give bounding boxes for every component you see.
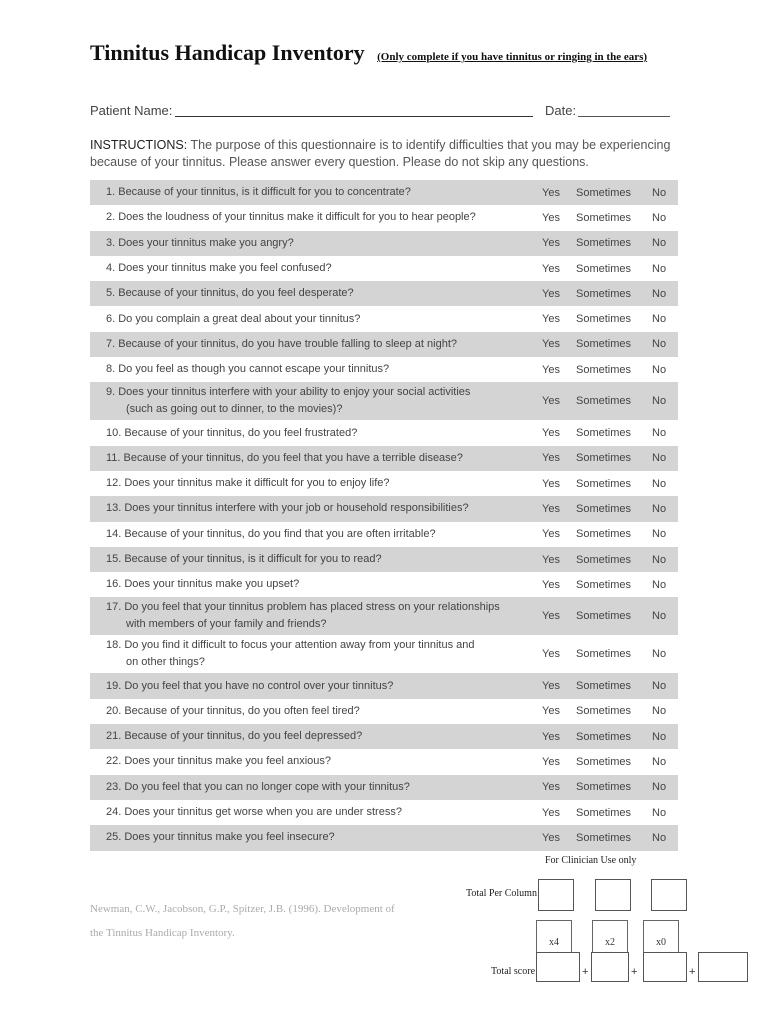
question-line: 21. Because of your tinnitus, do you feel depressed? bbox=[106, 730, 363, 743]
yes-option[interactable]: Yes bbox=[542, 502, 560, 515]
question-line: 10. Because of your tinnitus, do you feel frustrated? bbox=[106, 426, 358, 439]
form-title-note: (Only complete if you have tinnitus or ringing in the ears) bbox=[377, 51, 648, 63]
question-line: on other things? bbox=[126, 656, 205, 669]
question-text bbox=[106, 332, 536, 357]
question-line: 13. Does your tinnitus interfere with your job or household responsibilities? bbox=[106, 502, 469, 515]
sometimes-option[interactable]: Sometimes bbox=[576, 262, 632, 275]
no-option[interactable]: No bbox=[652, 477, 667, 490]
total-per-column-label: Total Per Column bbox=[466, 888, 537, 899]
yes-option[interactable]: Yes bbox=[542, 186, 560, 199]
no-option[interactable]: No bbox=[652, 287, 667, 300]
yes-option[interactable]: Yes bbox=[542, 705, 560, 718]
no-option[interactable]: No bbox=[652, 211, 667, 224]
question-text bbox=[106, 800, 536, 825]
yes-score-box[interactable] bbox=[536, 952, 580, 982]
no-option[interactable]: No bbox=[652, 831, 667, 844]
multiplier-x4: x4 bbox=[536, 920, 572, 952]
question-text bbox=[106, 382, 536, 420]
question-text bbox=[106, 699, 536, 724]
question-line: 15. Because of your tinnitus, is it difficult for you to read? bbox=[106, 553, 382, 565]
question-text bbox=[106, 547, 536, 572]
yes-option[interactable]: Yes bbox=[542, 427, 560, 440]
sometimes-option[interactable]: Sometimes bbox=[576, 781, 632, 794]
no-option[interactable]: No bbox=[652, 648, 667, 661]
question-line: 16. Does your tinnitus make you upset? bbox=[106, 578, 300, 591]
sometimes-option[interactable]: Sometimes bbox=[576, 186, 632, 199]
sometimes-option[interactable]: Sometimes bbox=[576, 477, 632, 490]
question-row bbox=[90, 572, 678, 597]
citation-line-1: Newman, C.W., Jacobson, G.P., Spitzer, J.B. (1996). Development of bbox=[90, 903, 395, 915]
multiplier-x0: x0 bbox=[643, 920, 679, 952]
no-total-box[interactable] bbox=[651, 879, 687, 911]
question-line: 23. Do you feel that you can no longer cope with your tinnitus? bbox=[106, 780, 410, 793]
question-row bbox=[90, 180, 678, 205]
question-line: 5. Because of your tinnitus, do you feel desperate? bbox=[106, 287, 354, 300]
question-row bbox=[90, 205, 678, 230]
form-title: Tinnitus Handicap Inventory bbox=[90, 40, 365, 65]
question-text bbox=[106, 749, 536, 774]
no-option[interactable]: No bbox=[652, 806, 667, 819]
question-text bbox=[106, 256, 536, 281]
yes-option[interactable]: Yes bbox=[542, 338, 560, 351]
yes-option[interactable]: Yes bbox=[542, 528, 560, 541]
no-score-box[interactable] bbox=[643, 952, 687, 982]
sometimes-option[interactable]: Sometimes bbox=[576, 648, 632, 661]
plus-sign-3: + bbox=[689, 966, 696, 978]
yes-option[interactable]: Yes bbox=[542, 553, 560, 566]
question-text bbox=[106, 471, 536, 496]
no-option[interactable]: No bbox=[652, 553, 667, 566]
question-line: 25. Does your tinnitus make you feel insecure? bbox=[106, 831, 335, 844]
total-score-box[interactable] bbox=[698, 952, 748, 982]
sometimes-total-box[interactable] bbox=[595, 879, 631, 911]
yes-option[interactable]: Yes bbox=[542, 262, 560, 275]
question-text bbox=[106, 281, 536, 306]
yes-option[interactable]: Yes bbox=[542, 578, 560, 591]
instructions-lead: INSTRUCTIONS: bbox=[90, 138, 188, 152]
no-option[interactable]: No bbox=[652, 578, 667, 591]
date-label: Date: bbox=[545, 103, 577, 118]
question-text bbox=[106, 357, 536, 382]
yes-option[interactable]: Yes bbox=[542, 287, 560, 300]
no-option[interactable]: No bbox=[652, 781, 667, 794]
sometimes-score-box[interactable] bbox=[591, 952, 629, 982]
question-line: 9. Does your tinnitus interfere with your ability to enjoy your social activities bbox=[106, 386, 471, 399]
question-line: 24. Does your tinnitus get worse when you are under stress? bbox=[106, 806, 402, 819]
no-option[interactable]: No bbox=[652, 502, 667, 515]
yes-option[interactable]: Yes bbox=[542, 755, 560, 768]
yes-option[interactable]: Yes bbox=[542, 211, 560, 224]
question-line: 14. Because of your tinnitus, do you find that you are often irritable? bbox=[106, 527, 436, 540]
question-text bbox=[106, 205, 536, 230]
multiplier-x2: x2 bbox=[592, 920, 628, 952]
question-row bbox=[90, 825, 678, 850]
yes-option[interactable]: Yes bbox=[542, 806, 560, 819]
question-row bbox=[90, 749, 678, 774]
question-line: 17. Do you feel that your tinnitus problem has placed stress on your relationships bbox=[106, 601, 500, 614]
yes-option[interactable]: Yes bbox=[542, 452, 560, 465]
no-option[interactable]: No bbox=[652, 705, 667, 718]
question-line: (such as going out to dinner, to the movies)? bbox=[126, 403, 343, 416]
sometimes-option[interactable]: Sometimes bbox=[576, 755, 632, 768]
clinician-use-label: For Clinician Use only bbox=[545, 855, 637, 866]
sometimes-option[interactable]: Sometimes bbox=[576, 578, 632, 591]
question-line: 8. Do you feel as though you cannot escape your tinnitus? bbox=[106, 363, 390, 376]
no-option[interactable]: No bbox=[652, 338, 667, 351]
date-field[interactable] bbox=[578, 116, 670, 117]
question-row bbox=[90, 357, 678, 382]
yes-option[interactable]: Yes bbox=[542, 781, 560, 794]
sometimes-option[interactable]: Sometimes bbox=[576, 287, 632, 300]
question-line: 6. Do you complain a great deal about your tinnitus? bbox=[106, 312, 361, 325]
yes-option[interactable]: Yes bbox=[542, 237, 560, 250]
question-text bbox=[106, 597, 536, 635]
question-line: 11. Because of your tinnitus, do you feel that you have a terrible disease? bbox=[106, 451, 463, 464]
no-option[interactable]: No bbox=[652, 755, 667, 768]
question-text bbox=[106, 635, 536, 673]
sometimes-option[interactable]: Sometimes bbox=[576, 528, 632, 541]
citation bbox=[90, 897, 450, 945]
yes-option[interactable]: Yes bbox=[542, 831, 560, 844]
question-line: 4. Does your tinnitus make you feel confused? bbox=[106, 262, 332, 275]
question-text bbox=[106, 522, 536, 547]
instructions-text: The purpose of this questionnaire is to identify difficulties that you may be experiencing because of your tinnitus. Please answer every question. Please do not skip any questions. bbox=[90, 138, 671, 169]
question-row bbox=[90, 231, 678, 256]
question-line: 1. Because of your tinnitus, is it difficult for you to concentrate? bbox=[106, 186, 411, 199]
question-text bbox=[106, 724, 536, 749]
question-line: 12. Does your tinnitus make it difficult for you to enjoy life? bbox=[106, 477, 390, 490]
sometimes-option[interactable]: Sometimes bbox=[576, 610, 632, 623]
question-row bbox=[90, 382, 678, 420]
question-line: 3. Does your tinnitus make you angry? bbox=[106, 236, 294, 249]
yes-option[interactable]: Yes bbox=[542, 477, 560, 490]
question-text bbox=[106, 180, 536, 205]
yes-option[interactable]: Yes bbox=[542, 610, 560, 623]
no-option[interactable]: No bbox=[652, 186, 667, 199]
citation-line-2: the Tinnitus Handicap Inventory. bbox=[90, 927, 235, 939]
patient-name-field[interactable] bbox=[175, 116, 533, 117]
yes-total-box[interactable] bbox=[538, 879, 574, 911]
question-row bbox=[90, 673, 678, 698]
question-row bbox=[90, 547, 678, 572]
yes-option[interactable]: Yes bbox=[542, 395, 560, 408]
sometimes-option[interactable]: Sometimes bbox=[576, 452, 632, 465]
no-option[interactable]: No bbox=[652, 237, 667, 250]
plus-sign-1: + bbox=[582, 966, 589, 978]
question-row bbox=[90, 446, 678, 471]
yes-option[interactable]: Yes bbox=[542, 648, 560, 661]
question-line: 2. Does the loudness of your tinnitus make it difficult for you to hear people? bbox=[106, 211, 476, 224]
question-row bbox=[90, 471, 678, 496]
no-option[interactable]: No bbox=[652, 427, 667, 440]
question-text bbox=[106, 446, 536, 471]
sometimes-option[interactable]: Sometimes bbox=[576, 705, 632, 718]
sometimes-option[interactable]: Sometimes bbox=[576, 553, 632, 566]
yes-option[interactable]: Yes bbox=[542, 680, 560, 693]
no-option[interactable]: No bbox=[652, 363, 667, 376]
no-option[interactable]: No bbox=[652, 730, 667, 743]
sometimes-option[interactable]: Sometimes bbox=[576, 338, 632, 351]
question-row bbox=[90, 496, 678, 521]
no-option[interactable]: No bbox=[652, 610, 667, 623]
question-row bbox=[90, 775, 678, 800]
no-option[interactable]: No bbox=[652, 395, 667, 408]
question-row bbox=[90, 420, 678, 445]
question-table bbox=[90, 180, 678, 851]
question-text bbox=[106, 231, 536, 256]
question-row bbox=[90, 699, 678, 724]
instructions bbox=[90, 137, 680, 171]
sometimes-option[interactable]: Sometimes bbox=[576, 427, 632, 440]
question-row bbox=[90, 724, 678, 749]
question-row bbox=[90, 256, 678, 281]
sometimes-option[interactable]: Sometimes bbox=[576, 211, 632, 224]
question-row bbox=[90, 597, 678, 635]
question-line: 20. Because of your tinnitus, do you often feel tired? bbox=[106, 704, 360, 717]
form-header bbox=[90, 40, 647, 66]
question-text bbox=[106, 775, 536, 800]
yes-option[interactable]: Yes bbox=[542, 730, 560, 743]
sometimes-option[interactable]: Sometimes bbox=[576, 730, 632, 743]
question-row bbox=[90, 281, 678, 306]
no-option[interactable]: No bbox=[652, 528, 667, 541]
question-text bbox=[106, 673, 536, 698]
yes-option[interactable]: Yes bbox=[542, 313, 560, 326]
question-text bbox=[106, 496, 536, 521]
sometimes-option[interactable]: Sometimes bbox=[576, 313, 632, 326]
plus-sign-2: + bbox=[631, 966, 638, 978]
question-line: 22. Does your tinnitus make you feel anxious? bbox=[106, 755, 332, 768]
question-row bbox=[90, 522, 678, 547]
question-text bbox=[106, 572, 536, 597]
sometimes-option[interactable]: Sometimes bbox=[576, 806, 632, 819]
question-line: 19. Do you feel that you have no control over your tinnitus? bbox=[106, 679, 394, 692]
question-line: with members of your family and friends? bbox=[126, 618, 327, 631]
question-text bbox=[106, 420, 536, 445]
sometimes-option[interactable]: Sometimes bbox=[576, 395, 632, 408]
question-row bbox=[90, 332, 678, 357]
yes-option[interactable]: Yes bbox=[542, 363, 560, 376]
patient-name-label: Patient Name: bbox=[90, 103, 173, 118]
total-score-label: Total score bbox=[491, 966, 536, 977]
sometimes-option[interactable]: Sometimes bbox=[576, 680, 632, 693]
question-text bbox=[106, 306, 536, 331]
no-option[interactable]: No bbox=[652, 262, 667, 275]
question-row bbox=[90, 635, 678, 673]
sometimes-option[interactable]: Sometimes bbox=[576, 363, 632, 376]
question-line: 18. Do you find it difficult to focus your attention away from your tinnitus and bbox=[106, 639, 475, 652]
no-option[interactable]: No bbox=[652, 313, 667, 326]
sometimes-option[interactable]: Sometimes bbox=[576, 237, 632, 250]
question-line: 7. Because of your tinnitus, do you have trouble falling to sleep at night? bbox=[106, 337, 458, 350]
no-option[interactable]: No bbox=[652, 680, 667, 693]
no-option[interactable]: No bbox=[652, 452, 667, 465]
question-text bbox=[106, 825, 536, 850]
sometimes-option[interactable]: Sometimes bbox=[576, 502, 632, 515]
sometimes-option[interactable]: Sometimes bbox=[576, 831, 632, 844]
question-row bbox=[90, 306, 678, 331]
question-row bbox=[90, 800, 678, 825]
